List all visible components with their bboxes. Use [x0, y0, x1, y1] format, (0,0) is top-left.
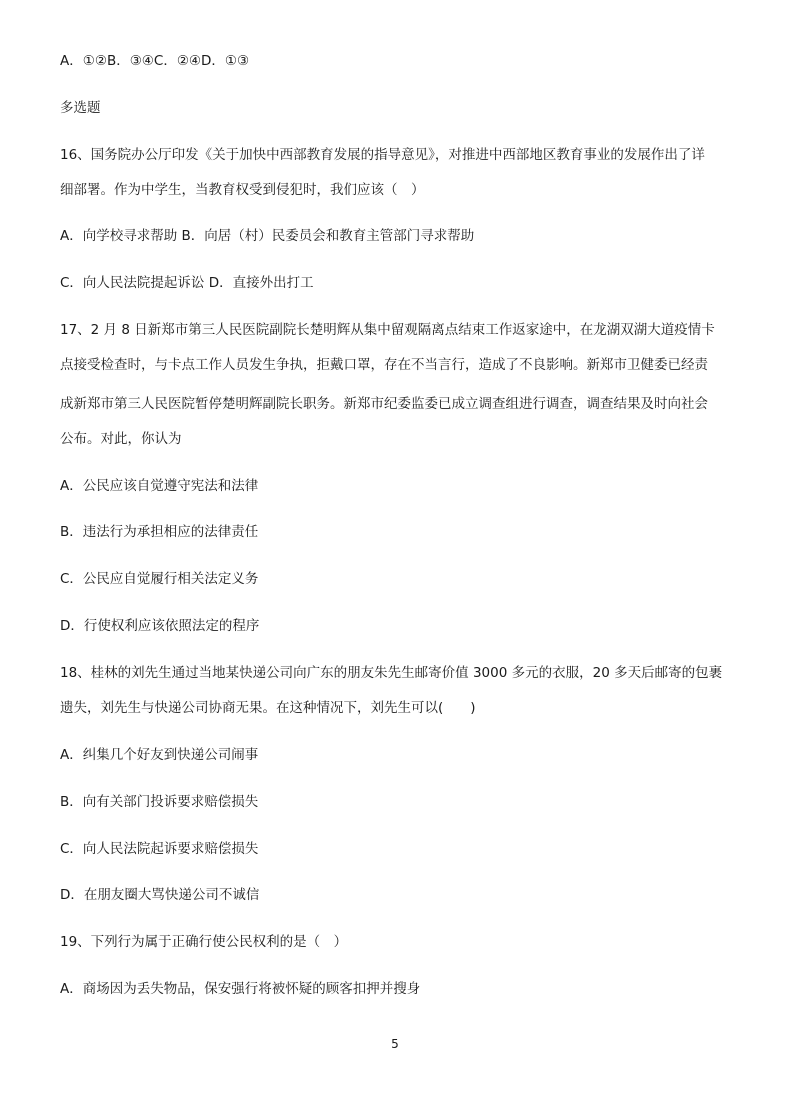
q17-stem-line-3: 成新郑市第三人民医院暂停楚明辉副院长职务。新郑市纪委监委已成立调查组进行调查，调查结果及时向社会 [60, 396, 708, 412]
q16-stem-line-2: 细部署。作为中学生，当教育权受到侵犯时，我们应该（ ） [60, 182, 425, 198]
q17-option-a: A．公民应该自觉遵守宪法和法律 [60, 478, 259, 494]
q18-option-b: B．向有关部门投诉要求赔偿损失 [60, 794, 259, 810]
q16-options-line-1: A．向学校寻求帮助 B．向居（村）民委员会和教育主管部门寻求帮助 [60, 228, 475, 244]
q16-options-line-2: C．向人民法院提起诉讼 D．直接外出打工 [60, 275, 314, 291]
q17-option-d: D．行使权利应该依照法定的程序 [60, 618, 260, 634]
q17-stem-line-1: 17、2 月 8 日新郑市第三人民医院副院长楚明辉从集中留观隔离点结束工作返家途中，在龙湖双湖大道疫情卡 [60, 322, 715, 338]
q18-option-d: D．在朋友圈大骂快递公司不诚信 [60, 887, 260, 903]
q18-option-c: C．向人民法院起诉要求赔偿损失 [60, 841, 259, 857]
q17-stem-line-2: 点接受检查时，与卡点工作人员发生争执，拒戴口罩，存在不当言行，造成了不良影响。新郑市卫健委已经责 [60, 357, 708, 373]
q17-option-b: B．违法行为承担相应的法律责任 [60, 524, 259, 540]
q16-stem-line-1: 16、国务院办公厅印发《关于加快中西部教育发展的指导意见》，对推进中西部地区教育事业的发展作出了详 [60, 147, 705, 163]
q17-option-c: C．公民应自觉履行相关法定义务 [60, 571, 259, 587]
q15-options: A．①②B．③④C．②④D．①③ [60, 53, 250, 69]
q18-stem-line-2: 遗失，刘先生与快递公司协商无果。在这种情况下，刘先生可以( ) [60, 700, 476, 716]
page-number: 5 [391, 1037, 399, 1051]
q19-stem-line-1: 19、下列行为属于正确行使公民权利的是（ ） [60, 934, 348, 950]
q18-option-a: A．纠集几个好友到快递公司闹事 [60, 747, 259, 763]
q17-stem-line-4: 公布。对此，你认为 [60, 431, 182, 447]
q18-stem-line-1: 18、桂林的刘先生通过当地某快递公司向广东的朋友朱先生邮寄价值 3000 多元的衣服，20 多天后邮寄的包裹 [60, 665, 723, 681]
q19-option-a: A．商场因为丢失物品，保安强行将被怀疑的顾客扣押并搜身 [60, 981, 421, 997]
section-heading-multiple-choice: 多选题 [60, 100, 101, 116]
